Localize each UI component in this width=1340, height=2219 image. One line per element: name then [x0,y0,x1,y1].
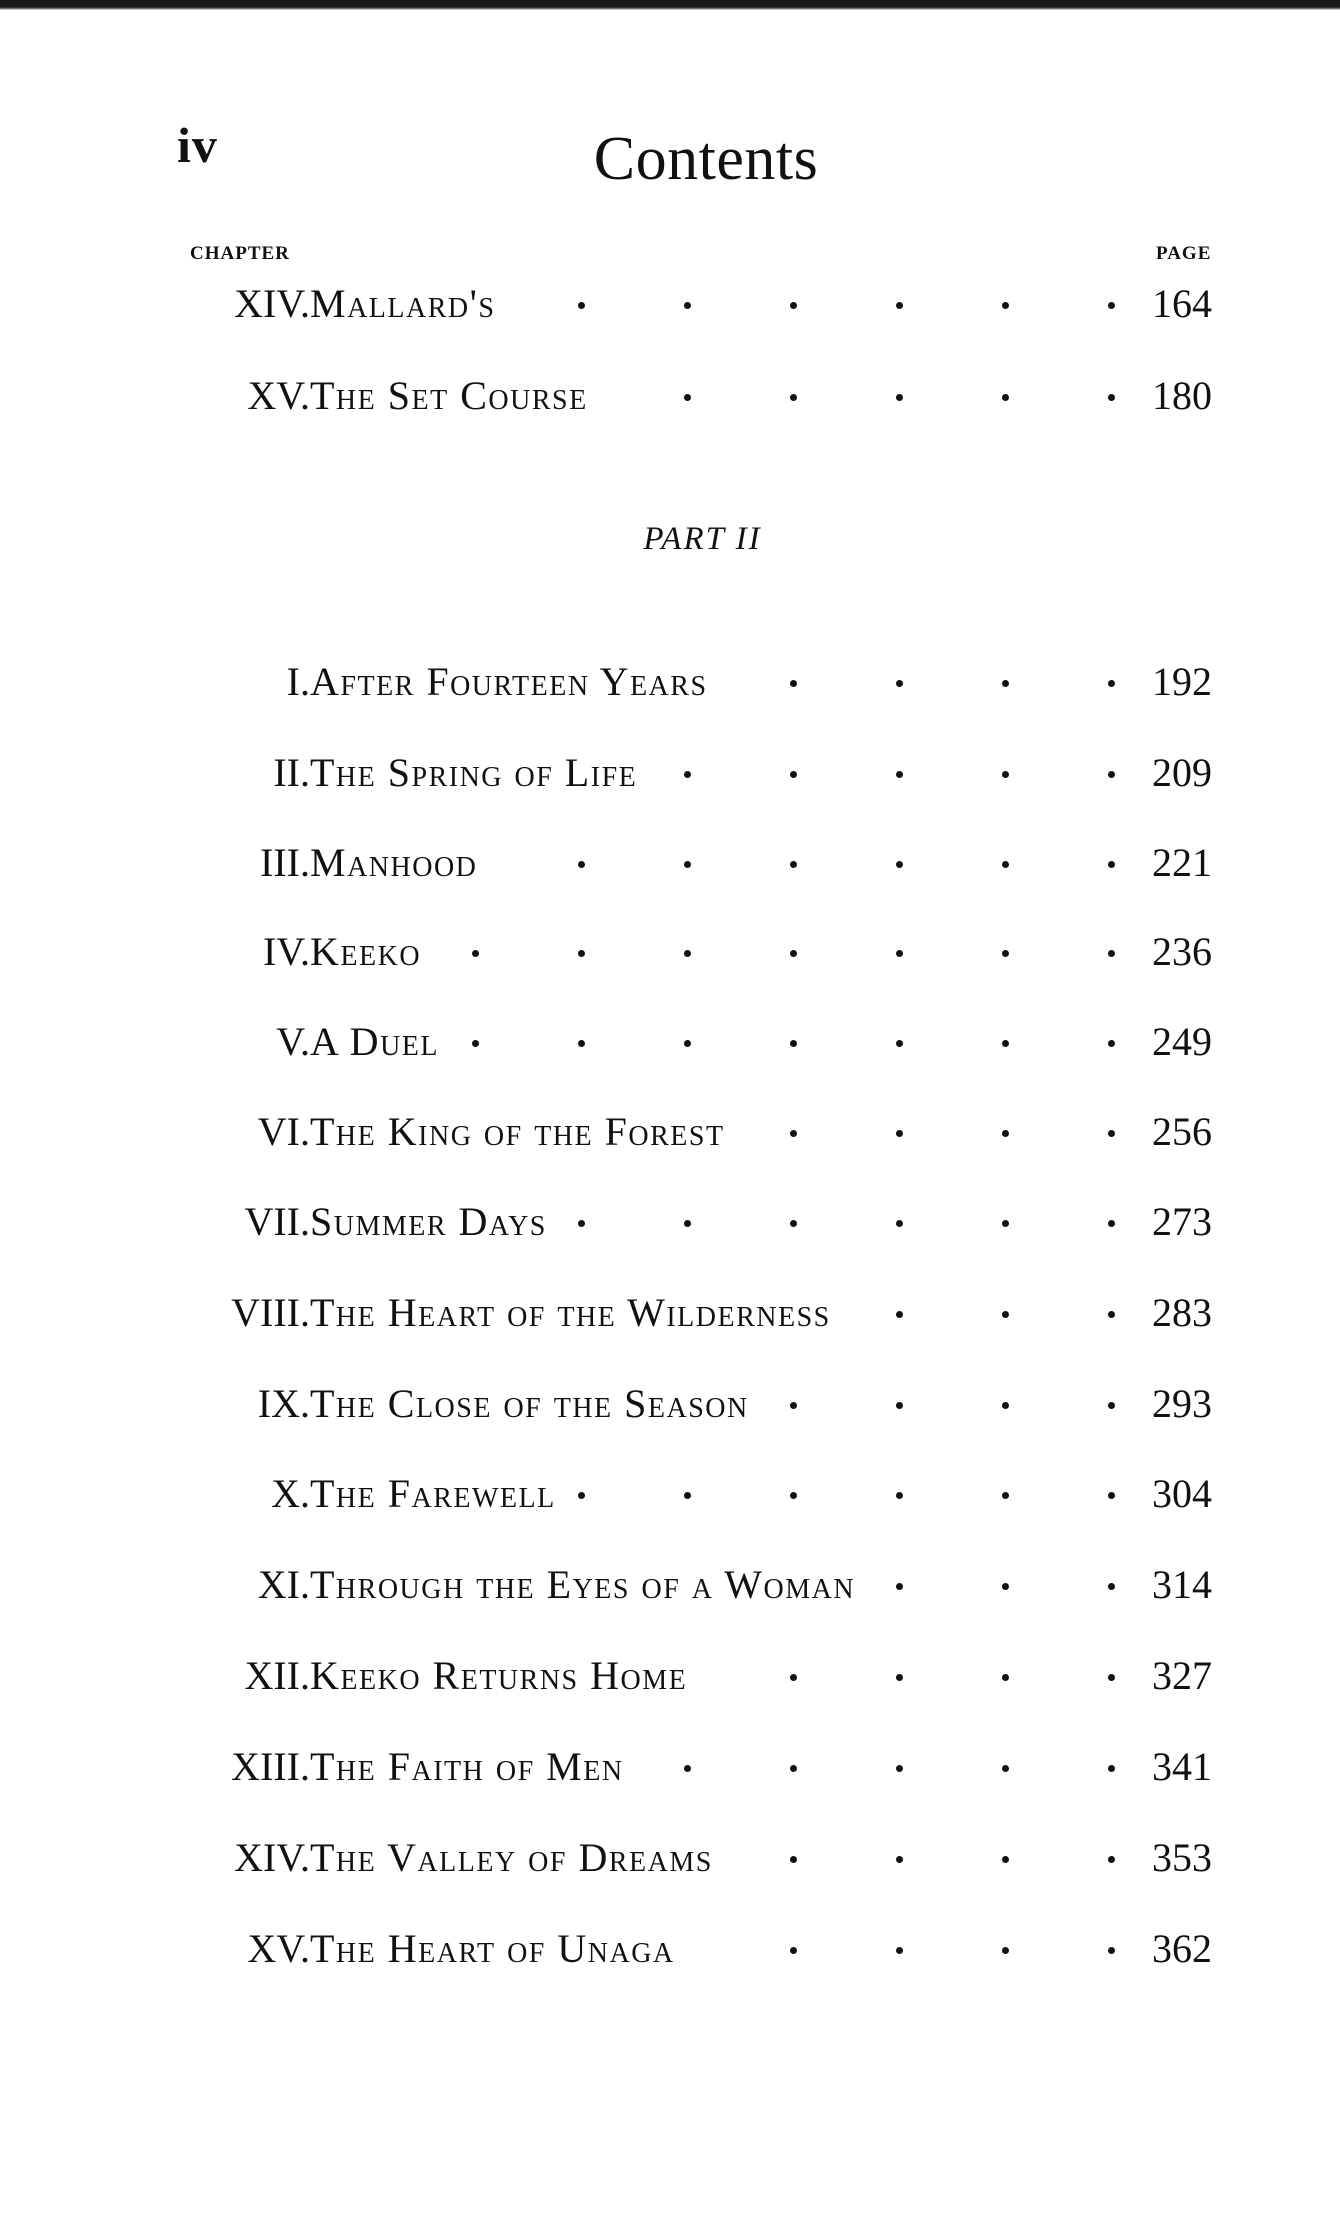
leader-dot [896,861,903,868]
page-title: Contents [593,125,819,193]
chapter-title: The Heart of the Wilderness [310,1290,831,1335]
dot-leader [0,1464,1340,1524]
leader-dot [1002,1674,1009,1681]
leader-dot [578,1040,585,1047]
leader-dot [790,861,797,868]
leader-dot [790,771,797,778]
leader-dot [790,680,797,687]
toc-entry [0,1012,1340,1072]
page-top-edge [0,0,1340,10]
chapter-number: XIV. [234,1835,310,1880]
toc-entry [0,1283,1340,1343]
leader-dot [1108,680,1115,687]
leader-dot [472,950,479,957]
leader-dot [684,1220,691,1227]
chapter-number: III. [260,840,310,885]
toc-entry [0,1919,1340,1979]
leader-dot [1108,1947,1115,1954]
leader-dot [578,1220,585,1227]
dot-leader [0,1192,1340,1252]
dot-leader [0,366,1340,426]
chapter-number: II. [273,750,310,795]
leader-dot [790,1765,797,1772]
leader-dot [578,950,585,957]
toc-entry [0,1555,1340,1615]
toc-entry [0,833,1340,893]
leader-dot [1002,1492,1009,1499]
leader-dot [1002,861,1009,868]
chapter-title: The Spring of Life [310,750,638,795]
dot-leader [0,1737,1340,1797]
chapter-number: VI. [257,1109,310,1154]
chapter-title: Through the Eyes of a Woman [310,1562,856,1607]
leader-dot [790,1130,797,1137]
page-number: iv [177,117,218,173]
chapter-page: 353 [1152,1835,1212,1880]
chapter-column-label: CHAPTER [190,243,290,264]
leader-dot [1002,1402,1009,1409]
leader-dot [1108,1765,1115,1772]
leader-dot [1002,950,1009,957]
chapter-page: 273 [1152,1199,1212,1244]
chapter-number: IV. [262,929,310,974]
chapter-number: I. [286,659,310,704]
leader-dot [1108,1220,1115,1227]
chapter-title: The King of the Forest [310,1109,725,1154]
leader-dot [684,302,691,309]
leader-dot [896,1040,903,1047]
leader-dot [1002,1583,1009,1590]
chapter-number: XV. [247,1926,310,1971]
leader-dot [1108,1130,1115,1137]
leader-dot [896,1674,903,1681]
leader-dot [896,950,903,957]
leader-dot [790,1220,797,1227]
chapter-title: The Valley of Dreams [310,1835,713,1880]
leader-dot [790,1402,797,1409]
chapter-page: 256 [1152,1109,1212,1154]
leader-dot [790,302,797,309]
chapter-number: IX. [257,1381,310,1426]
leader-dot [1108,1674,1115,1681]
leader-dot [1108,1402,1115,1409]
chapter-title: Manhood [310,840,478,885]
chapter-page: 221 [1152,840,1212,885]
chapter-page: 164 [1152,281,1212,326]
leader-dot [896,394,903,401]
chapter-page: 209 [1152,750,1212,795]
toc-entry [0,743,1340,803]
chapter-title: Summer Days [310,1199,547,1244]
leader-dot [578,1492,585,1499]
leader-dot [896,1947,903,1954]
chapter-page: 293 [1152,1381,1212,1426]
leader-dot [1108,302,1115,309]
dot-leader [0,1012,1340,1072]
toc-entry [0,922,1340,982]
leader-dot [1002,771,1009,778]
leader-dot [1002,1311,1009,1318]
chapter-title: Keeko Returns Home [310,1653,688,1698]
toc-entry [0,1828,1340,1888]
leader-dot [896,1492,903,1499]
leader-dot [684,1492,691,1499]
leader-dot [578,302,585,309]
leader-dot [790,394,797,401]
leader-dot [896,1311,903,1318]
chapter-title: The Heart of Unaga [310,1926,675,1971]
chapter-number: XIII. [231,1744,310,1789]
leader-dot [1108,1311,1115,1318]
leader-dot [1108,1583,1115,1590]
toc-entry [0,1102,1340,1162]
leader-dot [790,1492,797,1499]
chapter-title: Keeko [310,929,422,974]
chapter-page: 283 [1152,1290,1212,1335]
toc-entry [0,1374,1340,1434]
leader-dot [1108,1492,1115,1499]
leader-dot [790,1856,797,1863]
leader-dot [1002,1130,1009,1137]
chapter-page: 236 [1152,929,1212,974]
toc-entry [0,1192,1340,1252]
leader-dot [896,302,903,309]
chapter-title: The Set Course [310,373,588,418]
leader-dot [1002,302,1009,309]
leader-dot [1002,1856,1009,1863]
leader-dot [684,1765,691,1772]
chapter-page: 362 [1152,1926,1212,1971]
leader-dot [1108,394,1115,401]
toc-entry [0,274,1340,334]
chapter-title: The Close of the Season [310,1381,749,1426]
leader-dot [896,1765,903,1772]
chapter-page: 249 [1152,1019,1212,1064]
leader-dot [1002,1947,1009,1954]
leader-dot [896,1583,903,1590]
leader-dot [1108,771,1115,778]
chapter-number: XII. [244,1653,310,1698]
chapter-page: 192 [1152,659,1212,704]
page-column-label: PAGE [1156,243,1212,264]
leader-dot [684,394,691,401]
chapter-title: After Fourteen Years [310,659,708,704]
leader-dot [1002,680,1009,687]
chapter-number: VII. [244,1199,310,1244]
chapter-page: 180 [1152,373,1212,418]
toc-entry [0,366,1340,426]
toc-entry [0,1464,1340,1524]
leader-dot [684,771,691,778]
chapter-title: The Farewell [310,1471,556,1516]
leader-dot [684,1040,691,1047]
leader-dot [896,1130,903,1137]
leader-dot [1002,1220,1009,1227]
chapter-page: 327 [1152,1653,1212,1698]
chapter-title: Mallard's [310,281,496,326]
chapter-page: 304 [1152,1471,1212,1516]
leader-dot [896,1220,903,1227]
leader-dot [790,1947,797,1954]
dot-leader [0,833,1340,893]
toc-entry [0,1737,1340,1797]
leader-dot [1108,1040,1115,1047]
chapter-number: X. [271,1471,310,1516]
leader-dot [472,1040,479,1047]
chapter-number: XIV. [234,281,310,326]
leader-dot [684,861,691,868]
leader-dot [1108,861,1115,868]
toc-entry [0,1646,1340,1706]
leader-dot [1002,394,1009,401]
leader-dot [896,1402,903,1409]
leader-dot [790,1040,797,1047]
leader-dot [1108,950,1115,957]
chapter-page: 341 [1152,1744,1212,1789]
chapter-page: 314 [1152,1562,1212,1607]
dot-leader [0,922,1340,982]
chapter-number: V. [276,1019,310,1064]
dot-leader [0,743,1340,803]
leader-dot [790,950,797,957]
leader-dot [896,680,903,687]
part-heading: PART II [643,521,762,557]
leader-dot [1002,1040,1009,1047]
leader-dot [684,950,691,957]
leader-dot [896,1856,903,1863]
leader-dot [578,861,585,868]
leader-dot [790,1674,797,1681]
chapter-title: The Faith of Men [310,1744,624,1789]
chapter-number: XV. [247,373,310,418]
toc-entry [0,652,1340,712]
chapter-title: A Duel [310,1019,439,1064]
leader-dot [896,771,903,778]
chapter-number: XI. [257,1562,310,1607]
chapter-number: VIII. [231,1290,310,1335]
leader-dot [1002,1765,1009,1772]
leader-dot [1108,1856,1115,1863]
dot-leader [0,274,1340,334]
